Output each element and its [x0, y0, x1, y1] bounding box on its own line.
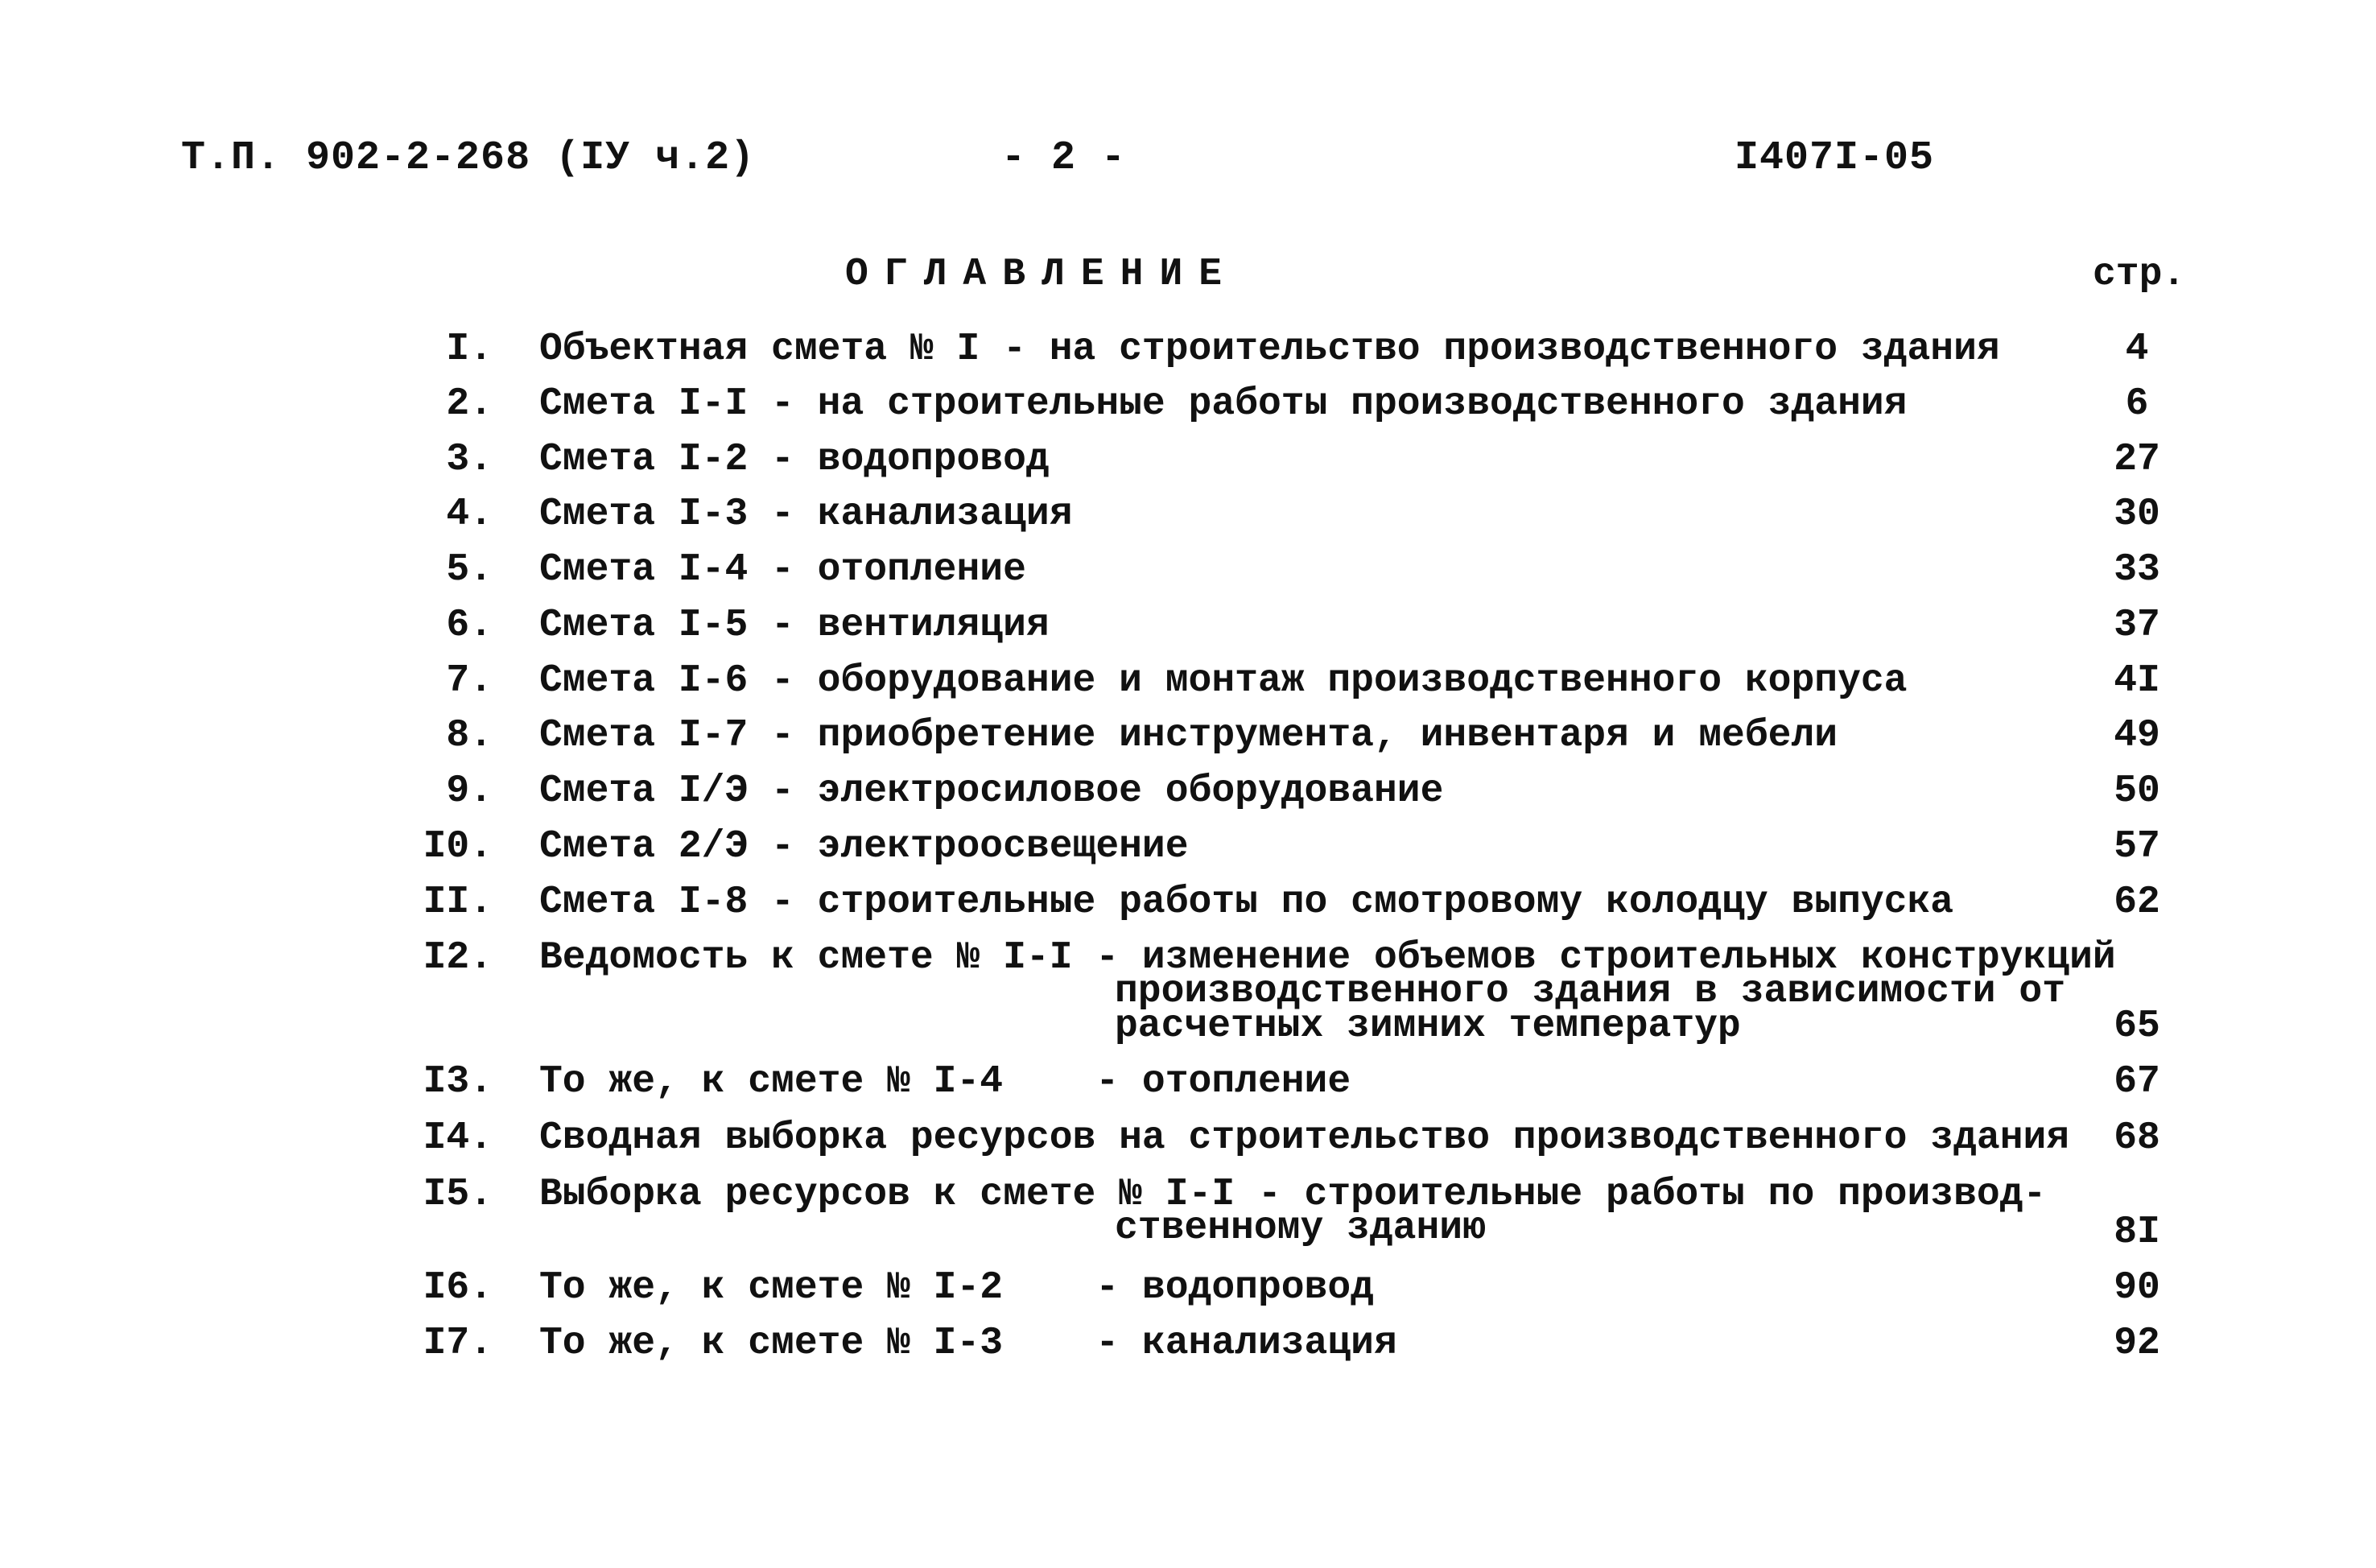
- entry-number: 2.: [446, 382, 493, 426]
- entry-number: I0.: [423, 825, 493, 869]
- entry-page: 30: [2114, 493, 2160, 536]
- entry-text: Ведомость к смете № I-I - изменение объемов строительных конструкций: [539, 936, 2116, 980]
- page-number: - 2 -: [1001, 135, 1127, 181]
- entry-number: 4.: [446, 493, 493, 536]
- doc-code: Т.П. 902-2-268 (IУ ч.2): [181, 135, 756, 181]
- entry-number: II.: [423, 881, 493, 924]
- entry-page: 62: [2114, 881, 2160, 924]
- entry-text: Смета I-4 - отопление: [539, 548, 1026, 592]
- archive-number: I407I-05: [1735, 135, 1935, 181]
- entry-text: Смета I/Э - электросиловое оборудование: [539, 770, 1444, 813]
- entry-page: 49: [2114, 714, 2160, 757]
- entry-page: 37: [2114, 604, 2160, 647]
- entry-number: I5.: [423, 1173, 493, 1216]
- entry-number: 6.: [446, 604, 493, 647]
- entry-number: I3.: [423, 1060, 493, 1104]
- entry-text: Смета I-2 - водопровод: [539, 438, 1050, 481]
- entry-page: 4: [2125, 328, 2149, 371]
- page-column-label: стр.: [2093, 253, 2186, 296]
- entry-number: I6.: [423, 1266, 493, 1310]
- entry-text: Смета I-5 - вентиляция: [539, 604, 1050, 647]
- entry-number: I2.: [423, 936, 493, 980]
- entry-text-continuation: производственного здания в зависимости от: [1115, 970, 2065, 1013]
- entry-number: 8.: [446, 714, 493, 757]
- entry-text: Смета I-8 - строительные работы по смотровому колодцу выпуска: [539, 881, 1954, 924]
- entry-text: Смета I-I - на строительные работы производственного здания: [539, 382, 1908, 426]
- entry-text: То же, к смете № I-4 - отопление: [539, 1060, 1351, 1104]
- entry-page: 8I: [2114, 1211, 2160, 1254]
- entry-page: 27: [2114, 438, 2160, 481]
- entry-number: I7.: [423, 1322, 493, 1365]
- entry-text-continuation: ственному зданию: [1115, 1207, 1486, 1250]
- entry-page: 57: [2114, 825, 2160, 869]
- entry-page: 90: [2114, 1266, 2160, 1310]
- entry-page: 6: [2125, 382, 2149, 426]
- entry-text: Объектная смета № I - на строительство производственного здания: [539, 328, 2000, 371]
- entry-number: 7.: [446, 659, 493, 703]
- entry-number: I4.: [423, 1116, 493, 1160]
- entry-text-continuation: расчетных зимних температур: [1115, 1005, 1741, 1048]
- entry-text: То же, к смете № I-3 - канализация: [539, 1322, 1397, 1365]
- toc-title: ОГЛАВЛЕНИЕ: [845, 253, 1239, 296]
- entry-text: Выборка ресурсов к смете № I-I - строительные работы по производ-: [539, 1173, 2047, 1216]
- entry-text: Сводная выборка ресурсов на строительство производственного здания: [539, 1116, 2070, 1160]
- entry-page: 4I: [2114, 659, 2160, 703]
- entry-page: 65: [2114, 1005, 2160, 1048]
- entry-number: 3.: [446, 438, 493, 481]
- entry-page: 50: [2114, 770, 2160, 813]
- entry-page: 92: [2114, 1322, 2160, 1365]
- entry-number: 5.: [446, 548, 493, 592]
- entry-page: 33: [2114, 548, 2160, 592]
- entry-text: Смета 2/Э - электроосвещение: [539, 825, 1189, 869]
- entry-page: 67: [2114, 1060, 2160, 1104]
- entry-number: 9.: [446, 770, 493, 813]
- entry-number: I.: [446, 328, 493, 371]
- entry-page: 68: [2114, 1116, 2160, 1160]
- entry-text: Смета I-3 - канализация: [539, 493, 1073, 536]
- entry-text: То же, к смете № I-2 - водопровод: [539, 1266, 1374, 1310]
- entry-text: Смета I-6 - оборудование и монтаж производственного корпуса: [539, 659, 1908, 703]
- entry-text: Смета I-7 - приобретение инструмента, инвентаря и мебели: [539, 714, 1838, 757]
